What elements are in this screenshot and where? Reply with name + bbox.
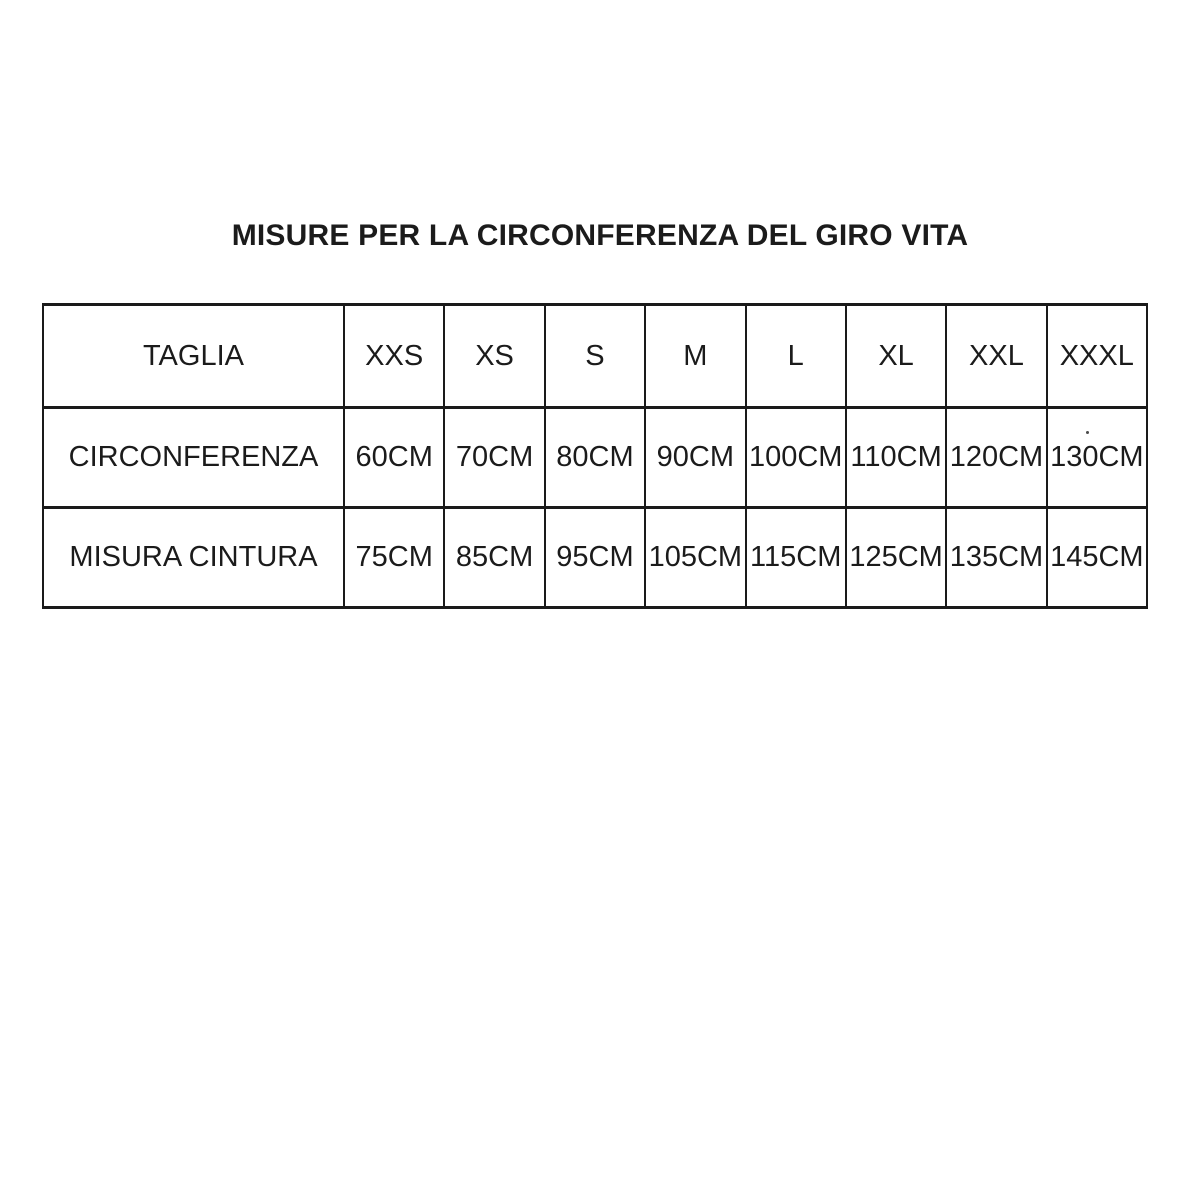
header-cell-s: S xyxy=(545,305,645,408)
size-table xyxy=(42,303,1148,609)
cell-circonferenza-l: 100CM xyxy=(746,408,846,508)
cell-misura-cintura-xl: 125CM xyxy=(846,508,946,608)
cell-misura-cintura-xs: 85CM xyxy=(444,508,544,608)
stray-dot-artifact xyxy=(1086,431,1089,434)
header-cell-xxs: XXS xyxy=(344,305,444,408)
header-cell-xxl: XXL xyxy=(946,305,1046,408)
table-row-misura-cintura xyxy=(43,508,1147,608)
cell-misura-cintura-l: 115CM xyxy=(746,508,846,608)
table-row-circonferenza xyxy=(43,408,1147,508)
cell-circonferenza-m: 90CM xyxy=(645,408,745,508)
header-cell-xs: XS xyxy=(444,305,544,408)
row-label-circonferenza: CIRCONFERENZA xyxy=(43,408,344,508)
page-title: MISURE PER LA CIRCONFERENZA DEL GIRO VITA xyxy=(231,219,969,252)
cell-misura-cintura-m: 105CM xyxy=(645,508,745,608)
cell-misura-cintura-s: 95CM xyxy=(545,508,645,608)
row-label-misura-cintura: MISURA CINTURA xyxy=(43,508,344,608)
cell-misura-cintura-xxs: 75CM xyxy=(344,508,444,608)
cell-circonferenza-xxxl: 130CM xyxy=(1047,408,1147,508)
header-cell-taglia: TAGLIA xyxy=(43,305,344,408)
cell-circonferenza-xs: 70CM xyxy=(444,408,544,508)
header-cell-l: L xyxy=(746,305,846,408)
header-cell-xl: XL xyxy=(846,305,946,408)
cell-circonferenza-xxs: 60CM xyxy=(344,408,444,508)
cell-circonferenza-s: 80CM xyxy=(545,408,645,508)
cell-circonferenza-xxl: 120CM xyxy=(946,408,1046,508)
table-header-row xyxy=(43,305,1147,408)
header-cell-m: M xyxy=(645,305,745,408)
header-cell-xxxl: XXXL xyxy=(1047,305,1147,408)
cell-circonferenza-xl: 110CM xyxy=(846,408,946,508)
cell-misura-cintura-xxl: 135CM xyxy=(946,508,1046,608)
cell-misura-cintura-xxxl: 145CM xyxy=(1047,508,1147,608)
